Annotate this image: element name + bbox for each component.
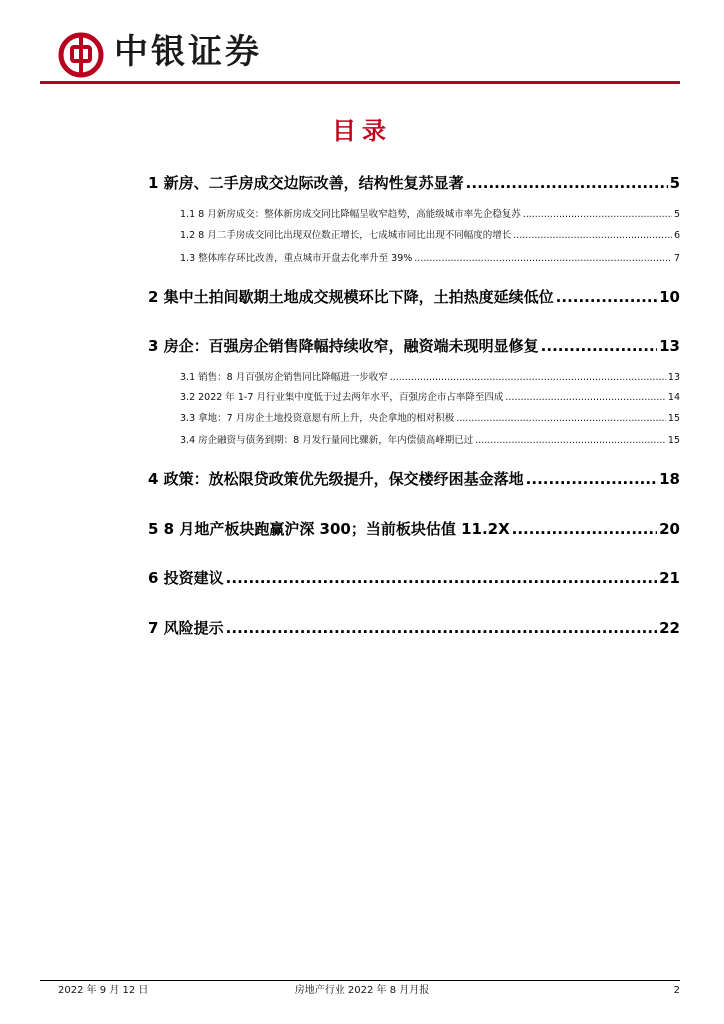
toc-subsection-entry[interactable] [180, 208, 680, 222]
toc-page-number: 13 [667, 372, 680, 383]
toc-leader-dots [505, 391, 666, 405]
toc-page-number: 6 [673, 230, 680, 241]
toc-entry-title: 1 新房、二手房成交边际改善，结构性复苏显著 [148, 174, 464, 192]
toc-leader-dots [414, 252, 672, 266]
toc-entry-title: 2 集中土拍间歇期土地成交规模环比下降，土拍热度延续低位 [148, 288, 554, 306]
toc-entry-title: 3.3 拿地：7 月房企土地投资意愿有所上升，央企拿地的相对积极 [180, 413, 455, 424]
toc-entry-title: 5 8 月地产板块跑赢沪深 300；当前板块估值 11.2X [148, 520, 510, 538]
toc-page-number: 20 [659, 520, 680, 538]
toc-entry-title: 7 风险提示 [148, 619, 224, 637]
toc-leader-dots [526, 469, 657, 489]
toc-entry-title: 3.4 房企融资与债务到期：8 月发行量同比骤新，年内偿债高峰期已过 [180, 435, 474, 446]
toc-leader-dots [456, 412, 666, 426]
footer-divider [40, 980, 680, 981]
toc-leader-dots [390, 371, 666, 385]
toc-page-number: 15 [667, 435, 680, 446]
toc-page-number: 5 [673, 209, 680, 220]
toc-section-entry[interactable] [148, 469, 680, 489]
toc-leader-dots [226, 618, 657, 638]
toc-subsection-entry[interactable] [180, 391, 680, 405]
footer-date: 2022 年 9 月 12 日 [58, 985, 149, 996]
toc-entry-title: 3.1 销售：8 月百强房企销售同比降幅进一步收窄 [180, 372, 388, 383]
toc-leader-dots [466, 173, 668, 193]
toc-page-number: 15 [667, 413, 680, 424]
toc-subsection-entry[interactable] [180, 412, 680, 426]
brand-name: 中银证券 [114, 32, 262, 72]
toc-page-number: 18 [659, 470, 680, 488]
toc-entry-title: 1.3 整体库存环比改善，重点城市开盘去化率升至 39% [180, 253, 413, 264]
toc-subsection-entry[interactable] [180, 434, 680, 448]
toc-entry-title: 6 投资建议 [148, 569, 224, 587]
toc-section-entry[interactable] [148, 287, 680, 307]
toc-title: 目录 [332, 117, 392, 145]
toc-leader-dots [512, 519, 657, 539]
toc-page-number: 14 [667, 392, 680, 403]
toc-page-number: 13 [659, 337, 680, 355]
toc-page-number: 21 [659, 569, 680, 587]
toc-subsection-entry[interactable] [180, 371, 680, 385]
toc-leader-dots [226, 568, 657, 588]
footer-report-title: 房地产行业 2022 年 8 月月报 [294, 985, 430, 996]
toc-section-entry[interactable] [148, 173, 680, 193]
toc-leader-dots [556, 287, 657, 307]
toc-page-number: 7 [673, 253, 680, 264]
toc-entry-title: 4 政策：放松限贷政策优先级提升，保交楼纾困基金落地 [148, 470, 524, 488]
footer-page-number: 2 [673, 985, 680, 996]
toc-subsection-entry[interactable] [180, 229, 680, 243]
header-divider [40, 81, 680, 84]
toc-page-number: 5 [669, 174, 680, 192]
toc-page-number: 22 [659, 619, 680, 637]
toc-subsection-entry[interactable] [180, 252, 680, 266]
toc-section-entry[interactable] [148, 568, 680, 588]
toc-leader-dots [523, 208, 672, 222]
toc-section-entry[interactable] [148, 618, 680, 638]
toc-entry-title: 1.2 8 月二手房成交同比出现双位数正增长，七成城市同比出现不同幅度的增长 [180, 230, 512, 241]
toc-entry-title: 3.2 2022 年 1-7 月行业集中度低于过去两年水平，百强房企市占率降至四成 [180, 392, 504, 403]
toc-entry-title: 3 房企：百强房企销售降幅持续收窄，融资端未现明显修复 [148, 337, 539, 355]
toc-leader-dots [475, 434, 666, 448]
toc-section-entry[interactable] [148, 519, 680, 539]
bank-of-china-logo-icon [58, 32, 104, 78]
toc-page-number: 10 [659, 288, 680, 306]
page-header [0, 0, 724, 90]
toc-leader-dots [541, 336, 657, 356]
toc-leader-dots [513, 229, 672, 243]
toc-entry-title: 1.1 8 月新房成交：整体新房成交同比降幅呈收窄趋势，高能级城市率先企稳复苏 [180, 209, 521, 220]
toc-section-entry[interactable] [148, 336, 680, 356]
